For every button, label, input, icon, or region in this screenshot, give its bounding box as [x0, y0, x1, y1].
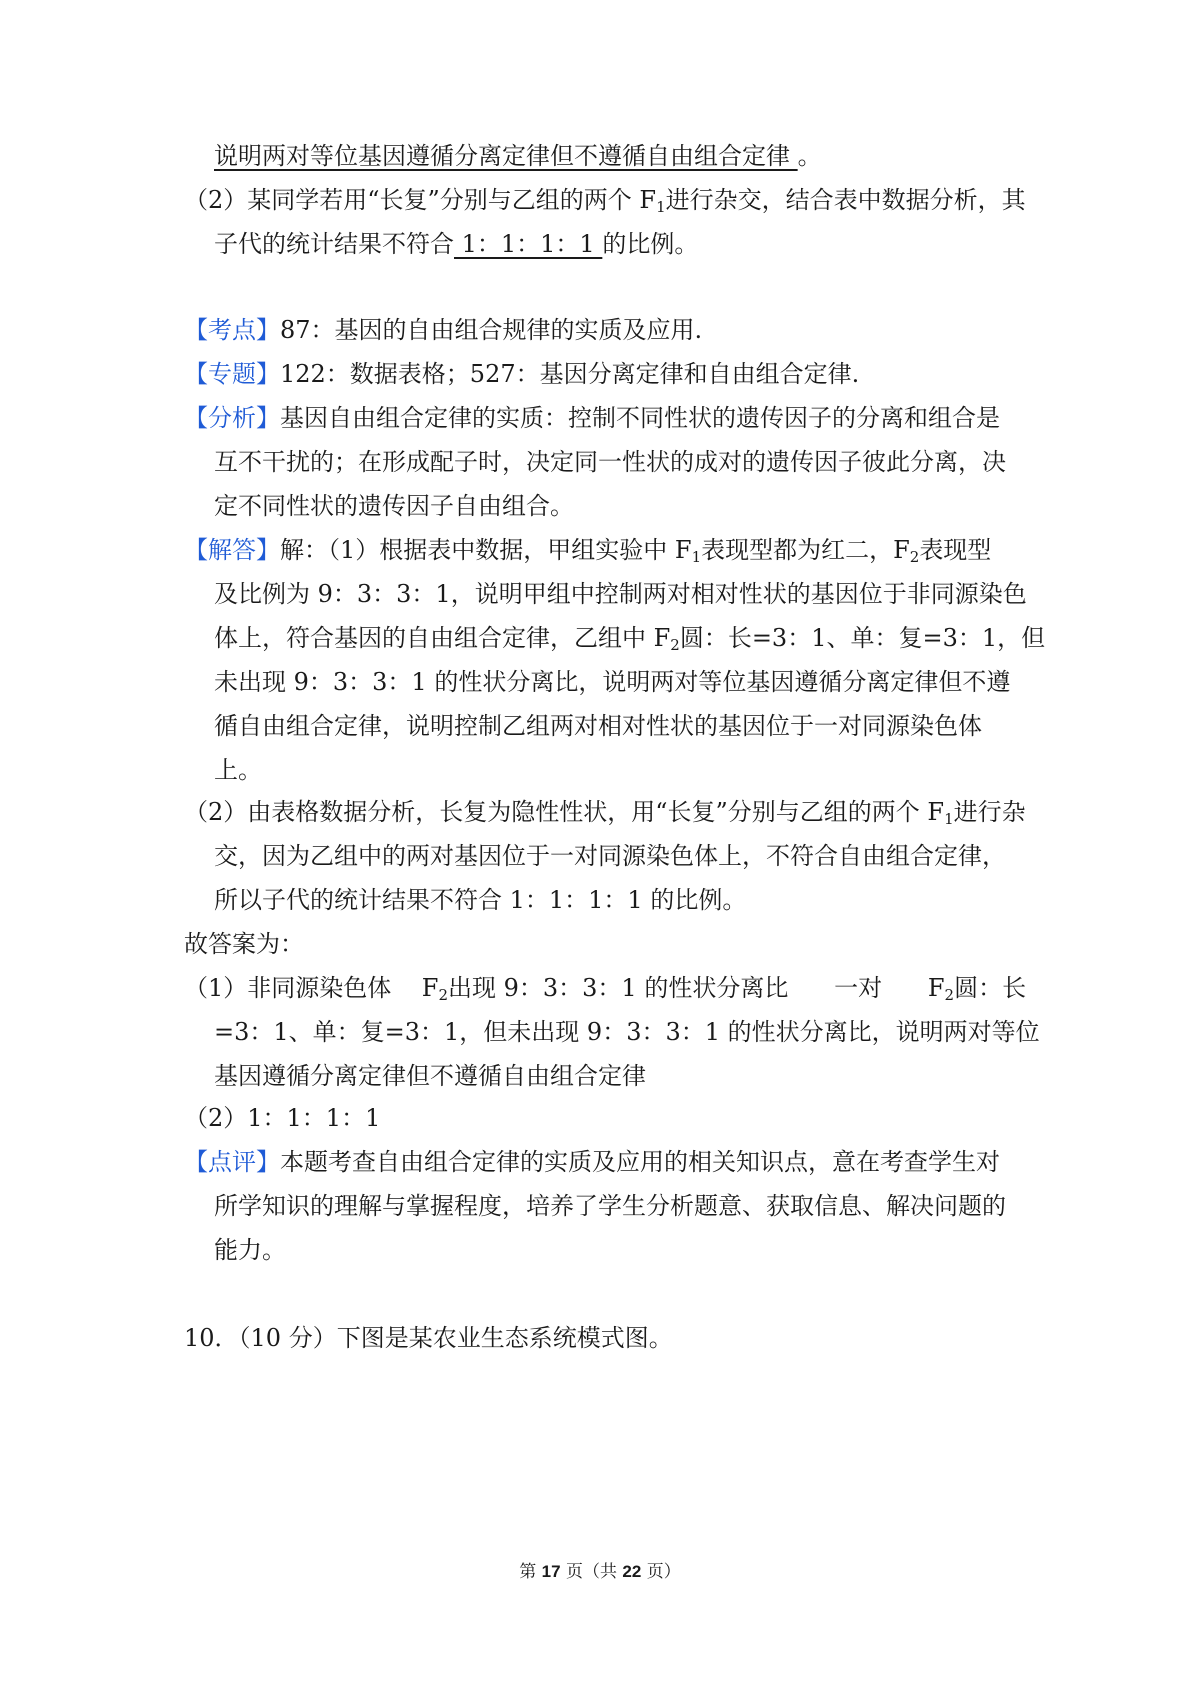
dianping-line-2: 所学知识的理解与掌握程度，培养了学生分析题意、获取信息、解决问题的	[214, 1192, 1006, 1220]
jieda-line-4: 未出现 9：3：3：1 的性状分离比，说明两对等位基因遵循分离定律但不遵	[214, 668, 1011, 696]
jieda-part2-line-2: 交，因为乙组中的两对基因位于一对同源染色体上，不符合自由组合定律，	[214, 842, 1006, 870]
question-10: 10．（10 分）下图是某农业生态系统模式图。	[184, 1324, 673, 1352]
jieda-line-5: 循自由组合定律，说明控制乙组两对相对性状的基因位于一对同源染色体	[214, 712, 982, 740]
current-page-number: 17	[541, 1562, 561, 1581]
fenxi-line-2: 互不干扰的；在形成配子时，决定同一性状的成对的遗传因子彼此分离，决	[214, 448, 1006, 476]
zhuanti-tag: 【专题】	[184, 360, 280, 388]
jieda-line-6: 上。	[214, 756, 262, 784]
dianping-line-3: 能力。	[214, 1236, 286, 1264]
answer-1-line-1: （1）非同源染色体 $F_2$出现 9：3：3：1 的性状分离比 一对 $F_2$圆：长	[184, 974, 1027, 1004]
dianping-line-1: 【点评】本题考查自由组合定律的实质及应用的相关知识点，意在考查学生对	[184, 1148, 1000, 1176]
answer-intro: 故答案为：	[184, 930, 304, 958]
jieda-tag: 【解答】	[184, 536, 280, 564]
underlined-answer: 说明两对等位基因遵循分离定律但不遵循自由组合定律	[214, 142, 798, 170]
answer-2: （2）1：1：1：1	[184, 1104, 381, 1132]
answer-line-continuation: 说明两对等位基因遵循分离定律但不遵循自由组合定律 。	[214, 142, 822, 170]
answer-1-line-3: 基因遵循分离定律但不遵循自由组合定律	[214, 1062, 646, 1090]
answer-1-line-2: =3：1、单：复=3：1，但未出现 9：3：3：1 的性状分离比，说明两对等位	[214, 1018, 1040, 1046]
dianping-tag: 【点评】	[184, 1148, 280, 1176]
fenxi-tag: 【分析】	[184, 404, 280, 432]
fenxi-line-1: 【分析】基因自由组合定律的实质：控制不同性状的遗传因子的分离和组合是	[184, 404, 1000, 432]
total-pages: 22	[622, 1562, 642, 1581]
kaodian-line: 【考点】87：基因的自由组合规律的实质及应用.	[184, 316, 703, 344]
answer-blank: 1：1：1：1	[454, 230, 603, 258]
kaodian-tag: 【考点】	[184, 316, 280, 344]
question-2-line-2: 子代的统计结果不符合 1：1：1：1 的比例。	[214, 230, 699, 258]
jieda-line-1: 【解答】解：（1）根据表中数据，甲组实验中 $F_1$表现型都为红二，$F_2$表现型	[184, 536, 992, 566]
page-footer: 第 17 页（共 22 页）	[519, 1562, 681, 1582]
fenxi-line-3: 定不同性状的遗传因子自由组合。	[214, 492, 574, 520]
zhuanti-line: 【专题】122：数据表格；527：基因分离定律和自由组合定律.	[184, 360, 860, 388]
jieda-line-3: 体上，符合基因的自由组合定律，乙组中 $F_2$圆：长=3：1、单：复=3：1，但	[214, 624, 1046, 654]
jieda-part2-line-3: 所以子代的统计结果不符合 1：1：1：1 的比例。	[214, 886, 747, 914]
jieda-line-2: 及比例为 9：3：3：1，说明甲组中控制两对相对性状的基因位于非同源染色	[214, 580, 1027, 608]
question-2-line-1: （2）某同学若用“长复”分别与乙组的两个 $F_1$进行杂交，结合表中数据分析，其	[184, 186, 1026, 216]
jieda-part2-line-1: （2）由表格数据分析，长复为隐性性状，用“长复”分别与乙组的两个 $F_1$进行杂	[184, 798, 1026, 828]
